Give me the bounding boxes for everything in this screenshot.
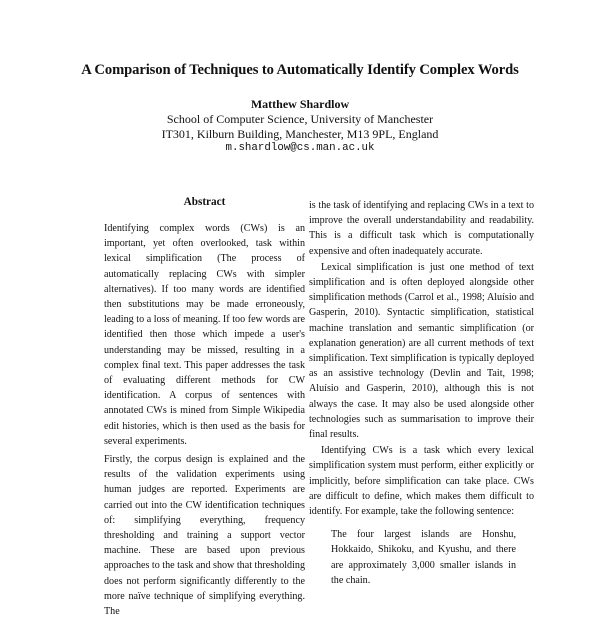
author-name: Matthew Shardlow [250, 97, 350, 111]
example-sentence-quote: The four largest islands are Honshu, Hokkaido, Shikoku, and Kyushu, and there are approximately 3,000 smaller islands in the chain. [331, 529, 516, 586]
abstract-paragraph: Identifying complex words (CWs) is an important, yet often overlooked, task within lexical simplification (The process of automatically replacing CWs with simpler alternatives). If too many words are identified then substitutions may be made erroneously, leading to a loss of meaning. If too few words are identified then those which impede a user's understanding may be missed, resulting in a complex final text. This paper addresses the task of evaluating different methods for CW identification. A corpus of sentences with annotated CWs is mined from Simple Wikipedia edit histories, which is then used as the basis for several experiments. [104, 223, 305, 447]
paper-title: A Comparison of Techniques to Automatically Identify Complex Words [81, 62, 519, 78]
right-column [309, 198, 534, 588]
abstract-body [92, 221, 317, 619]
author-affiliation-school: School of Computer Science, University of Manchester [166, 112, 434, 126]
body-paragraph: Identifying CWs is a task which every lexical simplification system must perform, either explicitly or implicitly, before simplification can take place. CWs are difficult to define, which makes them difficult to identify. For example, take the following sentence: [309, 445, 534, 518]
abstract-paragraph: Firstly, the corpus design is explained and the results of the validation experiments using human judges are reported. Experiments are carried out into the CW identification techniques of: simplifying everything, frequency thresholding and training a support vector machine. These are based upon previous approaches to the task and show that thresholding does not perform significantly differently to the more naïve technique of simplifying everything. The [104, 454, 305, 618]
author-email: m.shardlow@cs.man.ac.uk [225, 142, 375, 154]
author-affiliation-address: IT301, Kilburn Building, Manchester, M13 9PL, England [161, 127, 439, 141]
abstract-heading: Abstract [183, 196, 226, 208]
body-paragraph: Lexical simplification is just one method of text simplification and is often deployed alongside other simplification methods (Carrol et al., 1998; Aluísio and Gasperin, 2010). Syntactic simplification, statistical machine translation and semantic simplification (or explanation generation) are all current methods of text simplification. Text simplification is typically deployed as an assistive technology (Devlin and Tait, 1998; Aluísio and Gasperin, 2010), although this is not always the case. It may also be used alongside other technologies such as summarisation to improve their final results. [309, 261, 534, 441]
body-paragraph: is the task of identifying and replacing CWs in a text to improve the overall understandability and readability. This is a difficult task which is computationally expensive and often inadequately accurate. [309, 200, 534, 257]
left-column [92, 195, 317, 619]
